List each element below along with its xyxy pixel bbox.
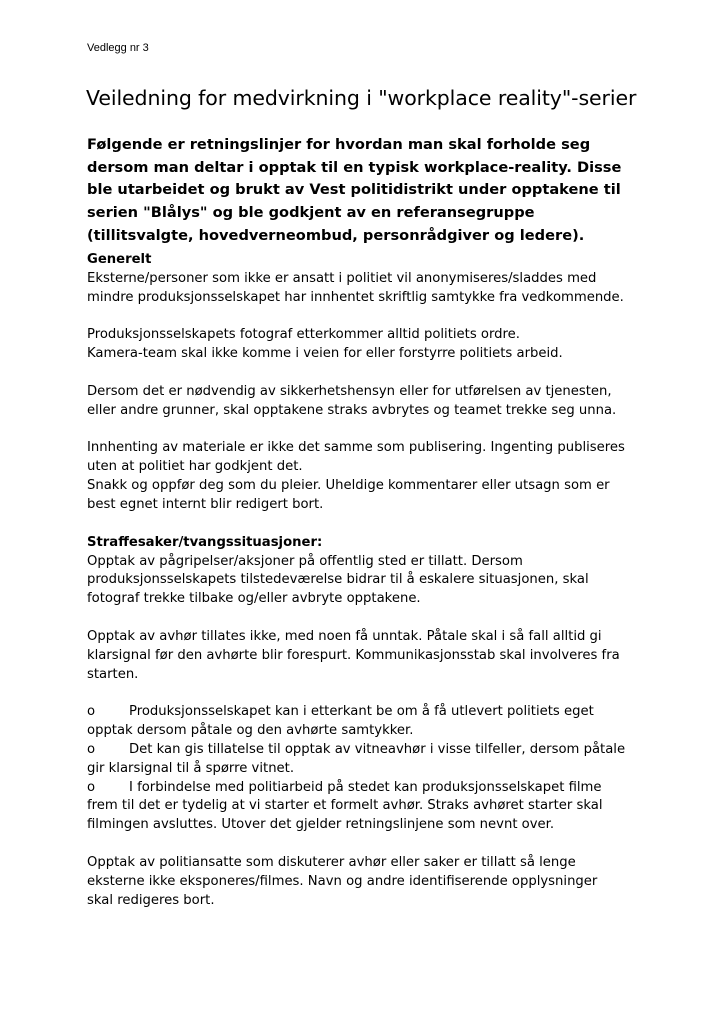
- bullet-text: I forbindelse med politiarbeid på stedet kan produksjonsselskapet filme: [129, 779, 602, 795]
- text-line: uten at politiet har godkjent det.: [87, 459, 303, 475]
- bullet-text: Det kan gis tillatelse til opptak av vitneavhør i visse tilfeller, dersom påtale: [129, 741, 626, 757]
- text-line: Eksterne/personer som ikke er ansatt i politiet vil anonymiseres/sladdes med: [87, 270, 597, 286]
- paragraph: [87, 854, 647, 911]
- text-line: Opptak av pågripelser/aksjoner på offentlig sted er tillatt. Dersom: [87, 553, 523, 569]
- intro-line: ble utarbeidet og brukt av Vest politidistrikt under opptakene til: [87, 181, 621, 199]
- text-line: produksjonsselskapets tilstedeværelse bidrar til å eskalere situasjonen, skal: [87, 572, 589, 588]
- text-line: fotograf trekke tilbake og/eller avbryte opptakene.: [87, 591, 421, 607]
- section-heading-straffesaker: Straffesaker/tvangssituasjoner:: [87, 534, 323, 550]
- paragraph: [87, 628, 647, 685]
- paragraph: [87, 383, 647, 421]
- bullet-list: [87, 703, 647, 835]
- bullet-text: frem til det er tydelig at vi starter et formelt avhør. Straks avhøret starter skal: [87, 798, 603, 814]
- text-line: skal redigeres bort.: [87, 892, 215, 908]
- text-line: klarsignal før den avhørte blir forespurt. Kommunikasjonsstab skal involveres fra: [87, 647, 620, 663]
- paragraph: [87, 439, 647, 514]
- paragraph: [87, 326, 647, 364]
- text-line: mindre produksjonsselskapet har innhentet skriftlig samtykke fra vedkommende.: [87, 289, 624, 305]
- text-line: Kamera-team skal ikke komme i veien for eller forstyrre politiets arbeid.: [87, 346, 563, 362]
- text-line: Produksjonsselskapets fotograf etterkommer alltid politiets ordre.: [87, 327, 520, 343]
- intro-line: dersom man deltar i opptak til en typisk workplace-reality. Disse: [87, 158, 622, 176]
- intro-line: serien "Blålys" og ble godkjent av en referansegruppe: [87, 204, 535, 222]
- document-body: [87, 251, 647, 911]
- text-line: Innhenting av materiale er ikke det samme som publisering. Ingenting publiseres: [87, 440, 625, 456]
- text-line: Dersom det er nødvendig av sikkerhetshensyn eller for utførelsen av tjenesten,: [87, 383, 612, 399]
- bullet-text: filmingen avsluttes. Utover det gjelder retningslinjene som nevnt over.: [87, 817, 555, 833]
- list-item: [87, 703, 647, 741]
- text-line: Opptak av politiansatte som diskuterer avhør eller saker er tillatt så lenge: [87, 855, 576, 870]
- bullet-text: gir klarsignal til å spørre vitnet.: [87, 760, 295, 776]
- bullet-marker: o: [87, 741, 96, 757]
- intro-line: (tillitsvalgte, hovedverneombud, personrådgiver og ledere).: [87, 226, 585, 244]
- text-line: starten.: [87, 666, 139, 682]
- bullet-marker: o: [87, 779, 96, 795]
- bullet-marker: o: [87, 704, 96, 720]
- text-line: Snakk og oppfør deg som du pleier. Uheldige kommentarer eller utsagn som er: [87, 478, 610, 494]
- bullet-text: opptak dersom påtale og den avhørte samtykker.: [87, 723, 414, 739]
- document-title: Veiledning for medvirkning i "workplace reality"-serier: [86, 86, 637, 110]
- list-item: [87, 741, 647, 779]
- list-item: [87, 779, 647, 836]
- bullet-text: Produksjonsselskapet kan i etterkant be om å få utlevert politiets eget: [129, 704, 594, 720]
- text-line: Opptak av avhør tillates ikke, med noen få unntak. Påtale skal i så fall alltid gi: [87, 628, 602, 644]
- intro-line: Følgende er retningslinjer for hvordan man skal forholde seg: [87, 136, 591, 153]
- text-line: eller andre grunner, skal opptakene straks avbrytes og teamet trekke seg unna.: [87, 402, 617, 418]
- text-line: eksterne ikke eksponeres/filmes. Navn og andre identifiserende opplysninger: [87, 873, 598, 889]
- paragraph: [87, 270, 647, 308]
- text-line: best egnet internt blir redigert bort.: [87, 496, 324, 512]
- page-header: Vedlegg nr 3: [87, 42, 149, 54]
- intro-paragraph: [87, 134, 647, 248]
- paragraph: [87, 553, 647, 610]
- section-heading-generelt: Generelt: [87, 252, 152, 267]
